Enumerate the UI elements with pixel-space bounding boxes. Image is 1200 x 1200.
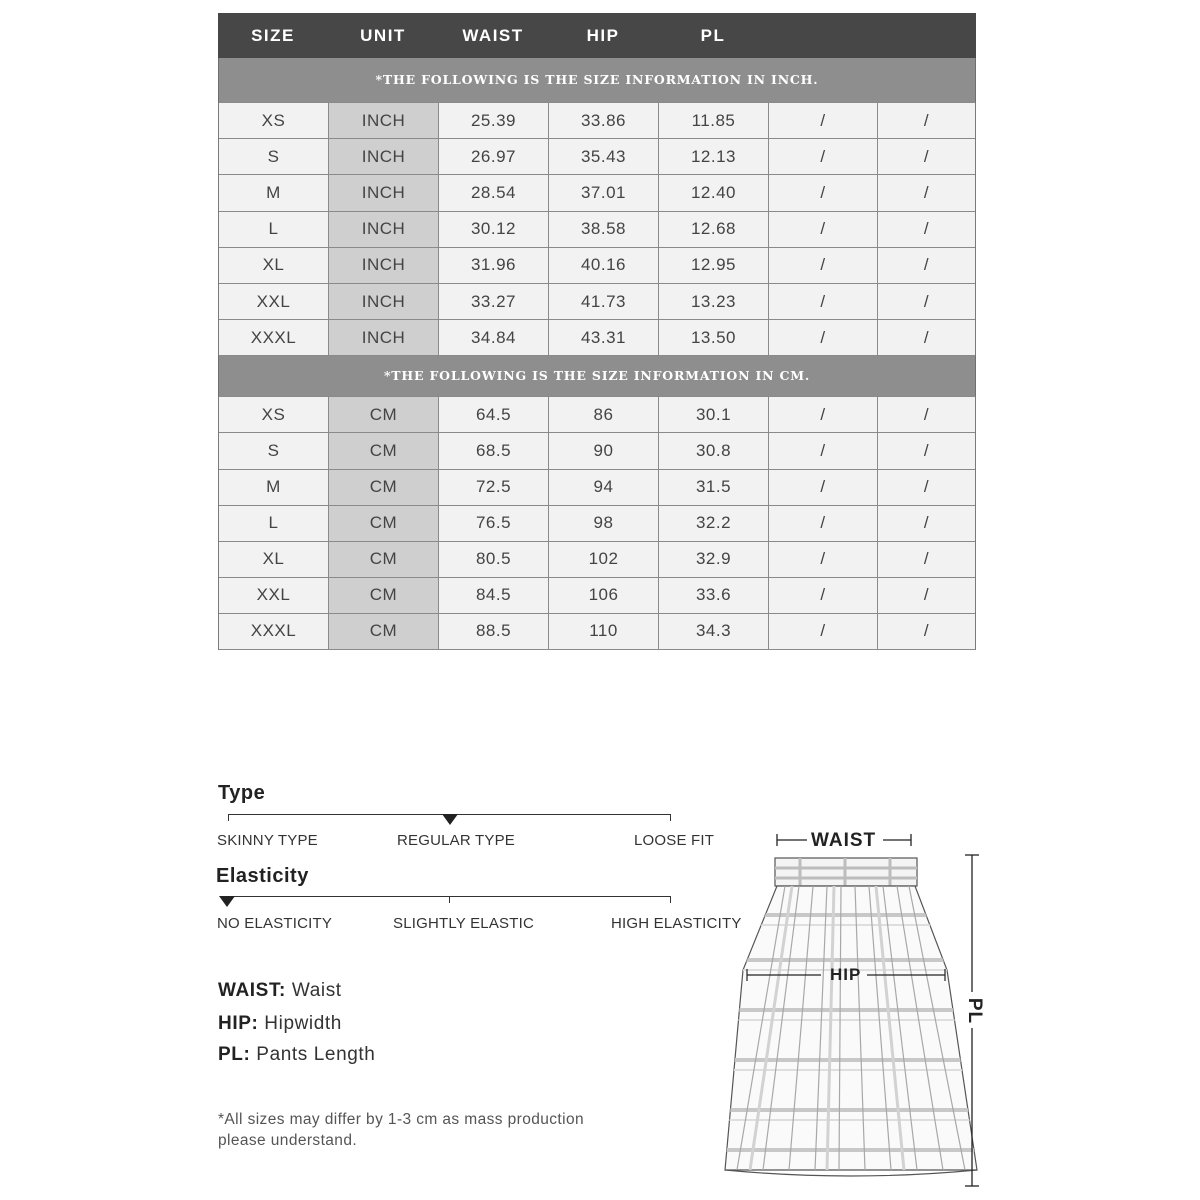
table-cell: CM (329, 397, 439, 432)
legend-value: Hipwidth (264, 1013, 342, 1034)
table-cell: XL (219, 248, 329, 283)
header-waist: WAIST (462, 25, 524, 45)
table-cell: CM (329, 470, 439, 505)
table-cell: / (923, 621, 930, 641)
table-cell: 110 (549, 614, 659, 649)
header-unit: UNIT (360, 25, 406, 45)
table-cell: 76.5 (439, 506, 549, 541)
legend-value: Pants Length (256, 1044, 376, 1065)
elasticity-selected-marker (219, 896, 235, 907)
waist-dimension-label: WAIST (811, 830, 877, 851)
table-row (219, 506, 975, 542)
table-cell: 88.5 (439, 614, 549, 649)
legend-value: Waist (291, 980, 342, 1001)
table-cell: 35.43 (549, 139, 659, 174)
cm-rows (218, 396, 976, 650)
table-cell: 33.86 (549, 103, 659, 138)
table-row (219, 320, 975, 356)
table-cell: XS (219, 103, 329, 138)
table-cell: / (923, 513, 930, 533)
table-cell: / (923, 477, 930, 497)
table-cell: 26.97 (439, 139, 549, 174)
type-tick (670, 814, 671, 821)
table-cell: / (923, 146, 930, 166)
legend-key: PL: (218, 1044, 251, 1065)
table-cell: 41.73 (549, 284, 659, 319)
table-cell: 25.39 (439, 103, 549, 138)
table-cell: / (769, 175, 878, 210)
note-line: *All sizes may differ by 1-3 cm as mass production (218, 1111, 585, 1128)
table-row (219, 542, 975, 578)
table-cell: M (219, 175, 329, 210)
table-cell: 31.5 (659, 470, 769, 505)
table-cell: / (769, 284, 878, 319)
table-cell: 72.5 (439, 470, 549, 505)
table-cell: INCH (329, 175, 439, 210)
table-cell: 33.27 (439, 284, 549, 319)
table-cell: / (769, 139, 878, 174)
table-cell: L (219, 212, 329, 247)
table-cell: / (769, 542, 878, 577)
table-cell: INCH (329, 139, 439, 174)
table-cell: / (923, 585, 930, 605)
table-cell: / (769, 506, 878, 541)
table-row (219, 284, 975, 320)
table-cell: 43.31 (549, 320, 659, 355)
table-cell: / (923, 291, 930, 311)
skirt-diagram (715, 820, 995, 1195)
table-cell: 40.16 (549, 248, 659, 283)
legend-pl (218, 1044, 375, 1066)
table-cell: S (219, 139, 329, 174)
table-row (219, 248, 975, 284)
table-cell: 86 (549, 397, 659, 432)
table-cell: 64.5 (439, 397, 549, 432)
legend-hip (218, 1013, 342, 1035)
table-cell: 102 (549, 542, 659, 577)
table-cell: 30.8 (659, 433, 769, 468)
hip-dimension-label: HIP (830, 965, 862, 984)
table-cell: / (769, 397, 878, 432)
size-note (218, 1109, 584, 1151)
table-cell: 38.58 (549, 212, 659, 247)
elasticity-option-slight: SLIGHTLY ELASTIC (393, 915, 535, 932)
table-cell: / (769, 470, 878, 505)
table-cell: 12.68 (659, 212, 769, 247)
table-cell: / (923, 110, 930, 130)
table-cell: 32.2 (659, 506, 769, 541)
header-hip: HIP (586, 25, 620, 45)
table-cell: INCH (329, 212, 439, 247)
table-cell: / (923, 404, 930, 424)
size-table (218, 13, 976, 650)
table-cell: 94 (549, 470, 659, 505)
legend-waist (218, 980, 342, 1002)
table-cell: 98 (549, 506, 659, 541)
table-cell: / (923, 182, 930, 202)
header-pl: PL (700, 25, 726, 45)
table-row (219, 102, 975, 139)
table-header (218, 13, 976, 58)
length-dimension-label: PL (964, 997, 986, 1025)
table-row (219, 470, 975, 506)
table-cell: 33.6 (659, 578, 769, 613)
cm-banner: *THE FOLLOWING IS THE SIZE INFORMATION IN CM. (218, 356, 976, 396)
type-selected-marker (442, 814, 458, 825)
table-cell: XXXL (219, 614, 329, 649)
table-row (219, 433, 975, 469)
type-tick (228, 814, 229, 821)
table-row (219, 614, 975, 650)
table-cell: 84.5 (439, 578, 549, 613)
elasticity-title: Elasticity (216, 865, 309, 887)
table-cell: / (923, 255, 930, 275)
table-cell: 30.1 (659, 397, 769, 432)
table-cell: CM (329, 542, 439, 577)
table-cell: 13.23 (659, 284, 769, 319)
note-line: please understand. (218, 1132, 358, 1149)
table-cell: 32.9 (659, 542, 769, 577)
table-cell: 37.01 (549, 175, 659, 210)
table-cell: INCH (329, 284, 439, 319)
table-row (219, 396, 975, 433)
table-cell: INCH (329, 248, 439, 283)
table-cell: 28.54 (439, 175, 549, 210)
type-title: Type (218, 782, 266, 804)
table-cell: XS (219, 397, 329, 432)
elasticity-option-none: NO ELASTICITY (217, 915, 333, 932)
table-cell: / (923, 327, 930, 347)
table-cell: 30.12 (439, 212, 549, 247)
table-cell: 80.5 (439, 542, 549, 577)
type-option-regular: REGULAR TYPE (397, 832, 515, 849)
table-row (219, 212, 975, 248)
table-cell: INCH (329, 320, 439, 355)
table-cell: CM (329, 578, 439, 613)
table-cell: 12.95 (659, 248, 769, 283)
table-cell: XXL (219, 578, 329, 613)
table-row (219, 578, 975, 614)
elasticity-tick (670, 896, 671, 903)
header-size: SIZE (251, 25, 295, 45)
legend-key: WAIST: (218, 980, 286, 1001)
table-cell: CM (329, 433, 439, 468)
table-cell: / (923, 440, 930, 460)
table-cell: 12.40 (659, 175, 769, 210)
table-cell: 34.3 (659, 614, 769, 649)
table-cell: / (769, 212, 878, 247)
table-cell: CM (329, 614, 439, 649)
table-cell: XXXL (219, 320, 329, 355)
skirt-illustration (715, 820, 995, 1195)
table-cell: XL (219, 542, 329, 577)
table-cell: 90 (549, 433, 659, 468)
table-cell: / (769, 248, 878, 283)
table-cell: L (219, 506, 329, 541)
table-cell: / (923, 549, 930, 569)
table-cell: XXL (219, 284, 329, 319)
table-cell: / (769, 578, 878, 613)
type-option-loose: LOOSE FIT (634, 832, 715, 849)
table-cell: / (769, 614, 878, 649)
table-cell: 11.85 (659, 103, 769, 138)
table-cell: M (219, 470, 329, 505)
table-cell: 12.13 (659, 139, 769, 174)
inch-rows (218, 102, 976, 356)
legend-key: HIP: (218, 1013, 259, 1034)
table-cell: S (219, 433, 329, 468)
table-cell: INCH (329, 103, 439, 138)
table-cell: CM (329, 506, 439, 541)
table-row (219, 175, 975, 211)
table-cell: 34.84 (439, 320, 549, 355)
table-cell: / (923, 219, 930, 239)
table-cell: / (769, 320, 878, 355)
table-cell: / (769, 433, 878, 468)
elasticity-option-high: HIGH ELASTICITY (611, 915, 742, 932)
inch-banner: *THE FOLLOWING IS THE SIZE INFORMATION IN INCH. (218, 58, 976, 102)
type-option-skinny: SKINNY TYPE (217, 832, 318, 849)
table-cell: 31.96 (439, 248, 549, 283)
table-cell: / (769, 103, 878, 138)
table-cell: 106 (549, 578, 659, 613)
table-cell: 13.50 (659, 320, 769, 355)
table-row (219, 139, 975, 175)
table-cell: 68.5 (439, 433, 549, 468)
elasticity-tick (449, 896, 450, 903)
